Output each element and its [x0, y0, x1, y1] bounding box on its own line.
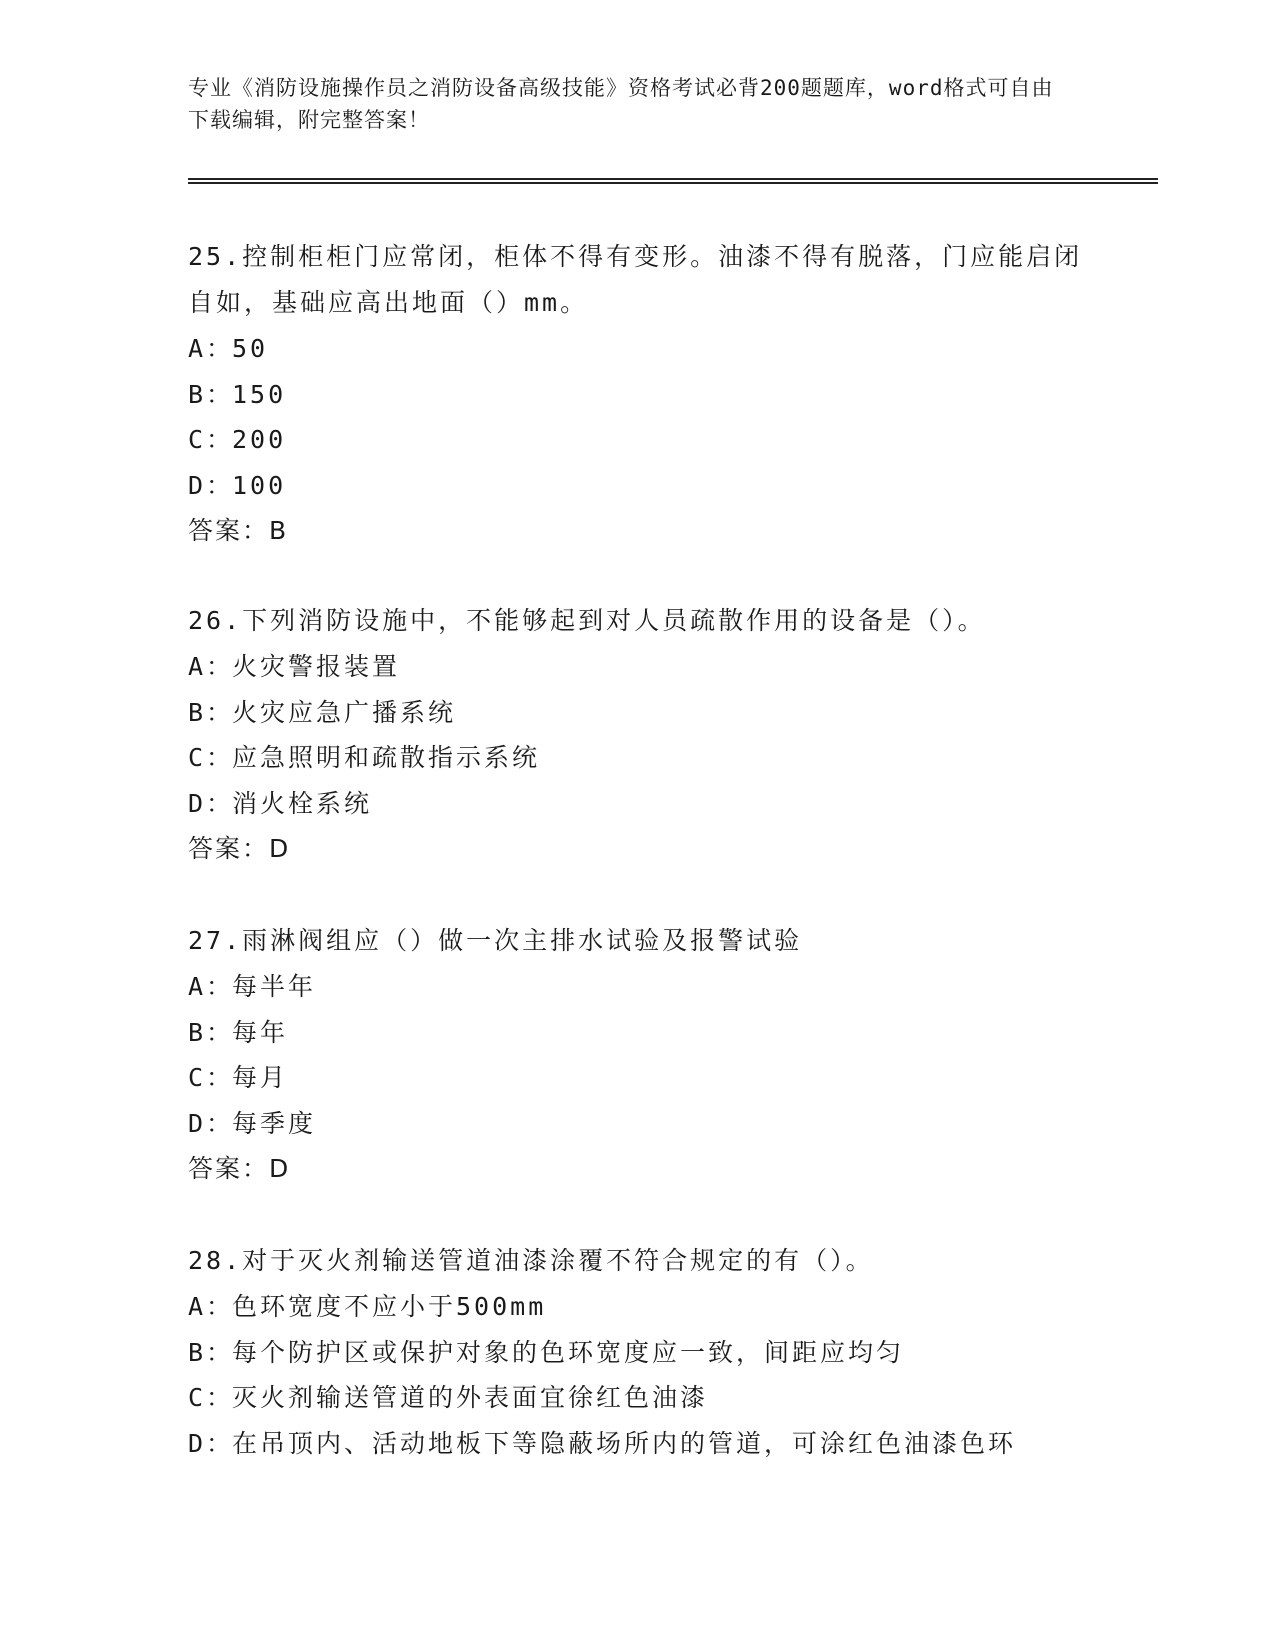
option-a: [188, 326, 1088, 372]
option-text: 在吊顶内、活动地板下等隐蔽场所内的管道，可涂红色油漆色环: [232, 1428, 1017, 1458]
option-key: C：: [188, 743, 235, 772]
option-key: D：: [188, 788, 235, 818]
option-text: 150: [232, 379, 287, 409]
option-text: 每月: [232, 1063, 289, 1092]
question-stem: 28.对于灭火剂输送管道油漆涂覆不符合规定的有（）。: [188, 1246, 874, 1275]
question-stem: 27.雨淋阀组应（）做一次主排水试验及报警试验: [188, 926, 803, 955]
option-text: 消火栓系统: [232, 788, 373, 818]
header-double-rule: [188, 178, 1158, 184]
option-c: [188, 1055, 1088, 1101]
option-d: [188, 1421, 1088, 1467]
option-text: 50: [232, 334, 269, 363]
option-key: B：: [188, 697, 235, 727]
option-key: B：: [188, 1017, 235, 1047]
question-26: [188, 598, 1088, 872]
option-key: A：: [188, 334, 235, 363]
option-key: A：: [188, 652, 235, 681]
question-stem: 26.下列消防设施中，不能够起到对人员疏散作用的设备是（）。: [188, 606, 986, 635]
option-key: B：: [188, 1337, 235, 1367]
option-c: [188, 417, 1088, 463]
option-text: 应急照明和疏散指示系统: [232, 743, 541, 772]
option-key: A：: [188, 1292, 235, 1321]
option-key: A：: [188, 972, 235, 1001]
option-key: D：: [188, 1108, 235, 1138]
option-text: 每个防护区或保护对象的色环宽度应一致，间距应均匀: [232, 1337, 905, 1367]
option-key: C：: [188, 425, 235, 454]
option-c: [188, 1375, 1088, 1421]
option-text: 火灾应急广播系统: [232, 697, 457, 727]
answer-line: 答案：B: [188, 516, 289, 545]
answer-line: 答案：D: [188, 1154, 291, 1183]
option-b: [188, 1010, 1088, 1056]
option-text: 每半年: [232, 972, 317, 1001]
option-text: 色环宽度不应小于500mm: [232, 1292, 547, 1321]
option-a: [188, 964, 1088, 1010]
answer-line: 答案：D: [188, 834, 291, 863]
document-header: 专业《消防设施操作员之消防设备高级技能》资格考试必背200题题库，word格式可自由下载编辑，附完整答案！: [188, 76, 1054, 132]
option-text: 火灾警报装置: [232, 652, 401, 681]
option-key: D：: [188, 1428, 235, 1458]
question-27: [188, 918, 1088, 1192]
option-b: [188, 372, 1088, 418]
option-key: D：: [188, 470, 235, 500]
option-a: [188, 1284, 1088, 1330]
option-d: [188, 781, 1088, 827]
option-text: 灭火剂输送管道的外表面宜徐红色油漆: [232, 1383, 709, 1412]
option-b: [188, 1330, 1088, 1376]
option-text: 100: [232, 470, 287, 500]
option-text: 每季度: [232, 1108, 317, 1138]
option-d: [188, 1101, 1088, 1147]
option-key: B：: [188, 379, 235, 409]
option-text: 200: [232, 425, 287, 454]
option-key: C：: [188, 1063, 235, 1092]
option-b: [188, 690, 1088, 736]
option-c: [188, 735, 1088, 781]
option-a: [188, 644, 1088, 690]
option-text: 每年: [232, 1017, 289, 1047]
option-d: [188, 463, 1088, 509]
question-28: [188, 1238, 1088, 1466]
question-25: [188, 234, 1088, 554]
question-stem: 25.控制柜柜门应常闭，柜体不得有变形。油漆不得有脱落，门应能启闭自如，基础应高出地面（）mm。: [188, 242, 1083, 317]
option-key: C：: [188, 1383, 235, 1412]
